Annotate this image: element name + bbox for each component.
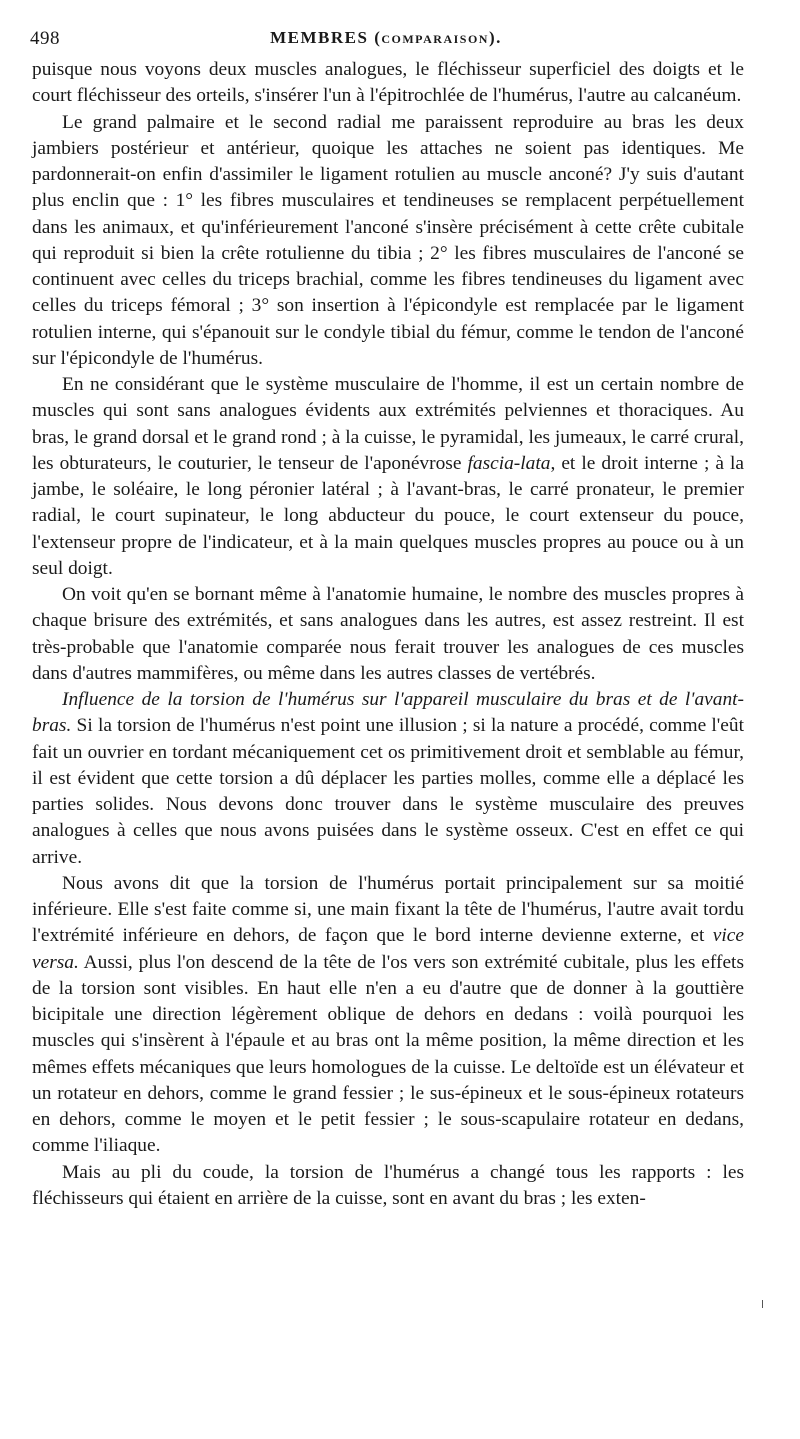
paragraph-torsion-inferieure bbox=[32, 871, 744, 1160]
paragraph-influence-torsion bbox=[32, 687, 744, 871]
body-text bbox=[32, 57, 744, 1212]
paragraph-text: , et le droit interne ; à la jambe, le soléaire, le long péronier latéral ; à l'avant-bras, le carré pronateur, le premier radial, le court supinateur, le long abducteur du pouce, le court extenseur du pouce, l'extenseur propre de l'indicateur, et à la main quelques muscles propres au pouce ou à un seul doigt. bbox=[32, 452, 745, 579]
paragraph-sans-analogues bbox=[32, 372, 744, 582]
section-subtitle: Influence de la torsion de l'humérus sur l'appareil musculaire du bras et de l'avant-bras. bbox=[32, 689, 744, 737]
running-title-paren-open: ( bbox=[374, 28, 382, 47]
running-title-paren-close: ). bbox=[488, 28, 502, 47]
paragraph-text: Si la torsion de l'humérus n'est point une illusion ; si la nature a procédé, comme l'eût fait un ouvrier en tordant mécaniquement cet os primitivement droit et semblable au fémur, il est évident que cette torsion a dû déplacer les parties molles, comme elle a déplacé les parties solides. Nous devons donc trouver dans le système musculaire des preuves analogues à celles que nous avons puisées dans le système osseux. C'est en effet ce qui arrive. bbox=[32, 715, 744, 868]
page-number: 498 bbox=[30, 28, 60, 49]
paragraph-continuation: puisque nous voyons deux muscles analogues, le fléchisseur superficiel des doigts et le court fléchisseur des orteils, s'insérer l'un à l'épitrochlée de l'humérus, l'autre au calcanéum. bbox=[32, 59, 744, 107]
paragraph-palmaire: Le grand palmaire et le second radial me paraissent reproduire au bras les deux jambiers postérieur et antérieur, quoique les attaches ne soient pas identiques. Me pardonnerait-on enfin d'assimiler le ligament rotulien au muscle anconé? J'y suis d'autant plus enclin que : 1° les fibres musculaires et tendineuses se remplacent perpétuellement dans les animaux, et qu'inférieurement l'anconé s'insère précisément à cette crête cubitale qui reproduit si bien la crête rotulienne du tibia ; 2° les fibres musculaires de l'anconé se continuent avec celles du triceps brachial, comme les fibres tendineuses du ligament avec celles du triceps fémoral ; 3° son insertion à l'épicondyle est remplacée par le ligament rotulien interne, qui s'épanouit sur le condyle tibial du fémur, comme le tendon de l'anconé sur l'épicondyle de l'humérus. bbox=[32, 111, 744, 369]
italic-term: fascia-lata bbox=[467, 452, 551, 474]
paragraph-text: Aussi, plus l'on descend de la tête de l'os vers son extrémité cubitale, plus les effets de la torsion sont visibles. En haut elle n'en a eu d'autre que de donner à la gouttière bicipitale une direction légèrement oblique de dehors en dedans : voilà pourquoi les muscles qui s'insèrent à l'épaule et au bras ont la même position, la même direction et les mêmes effets mécaniques que leurs homologues de la cuisse. Le deltoïde est un élévateur et un rotateur en dehors, comme le grand fessier ; le sus-épineux et le sous-épineux rotateurs en dehors, comme le moyen et le petit fessier ; le sous-scapulaire rotateur en dedans, comme l'iliaque. bbox=[32, 951, 744, 1157]
running-head bbox=[30, 28, 742, 58]
running-title-main: MEMBRES bbox=[270, 28, 369, 47]
running-title bbox=[30, 28, 742, 48]
paragraph-text: Nous avons dit que la torsion de l'humérus portait principalement sur sa moitié inférieure. Elle s'est faite comme si, une main fixant la tête de l'humérus, l'autre avait tordu l'extrémité inférieure en dehors, de façon que le bord interne devienne externe, et bbox=[32, 872, 744, 947]
paragraph-anatomie-humaine: On voit qu'en se bornant même à l'anatomie humaine, le nombre des muscles propres à chaque brisure des extrémités, et sans analogues dans les autres, est assez restreint. Il est très-probable que l'anatomie comparée nous ferait trouver les analogues de ces muscles dans d'autres mammifères, ou même dans les autres classes de vertébrés. bbox=[32, 584, 744, 684]
paragraph-pli-du-coude: Mais au pli du coude, la torsion de l'humérus a changé tous les rapports : les fléchisseurs qui étaient en arrière de la cuisse, sont en avant du bras ; les exten- bbox=[32, 1161, 744, 1209]
scan-edge-mark bbox=[762, 1300, 763, 1308]
italic-term: vice versa. bbox=[32, 925, 744, 973]
paragraph-text: En ne considérant que le système musculaire de l'homme, il est un certain nombre de muscles qui sont sans analogues évidents aux extrémités pelviennes et thoraciques. Au bras, le grand dorsal et le grand rond ; à la cuisse, le pyramidal, les jumeaux, le carré crural, les obturateurs, le couturier, le tenseur de l'aponévrose bbox=[32, 374, 744, 474]
running-title-subtitle: COMPARAISON bbox=[381, 32, 489, 46]
